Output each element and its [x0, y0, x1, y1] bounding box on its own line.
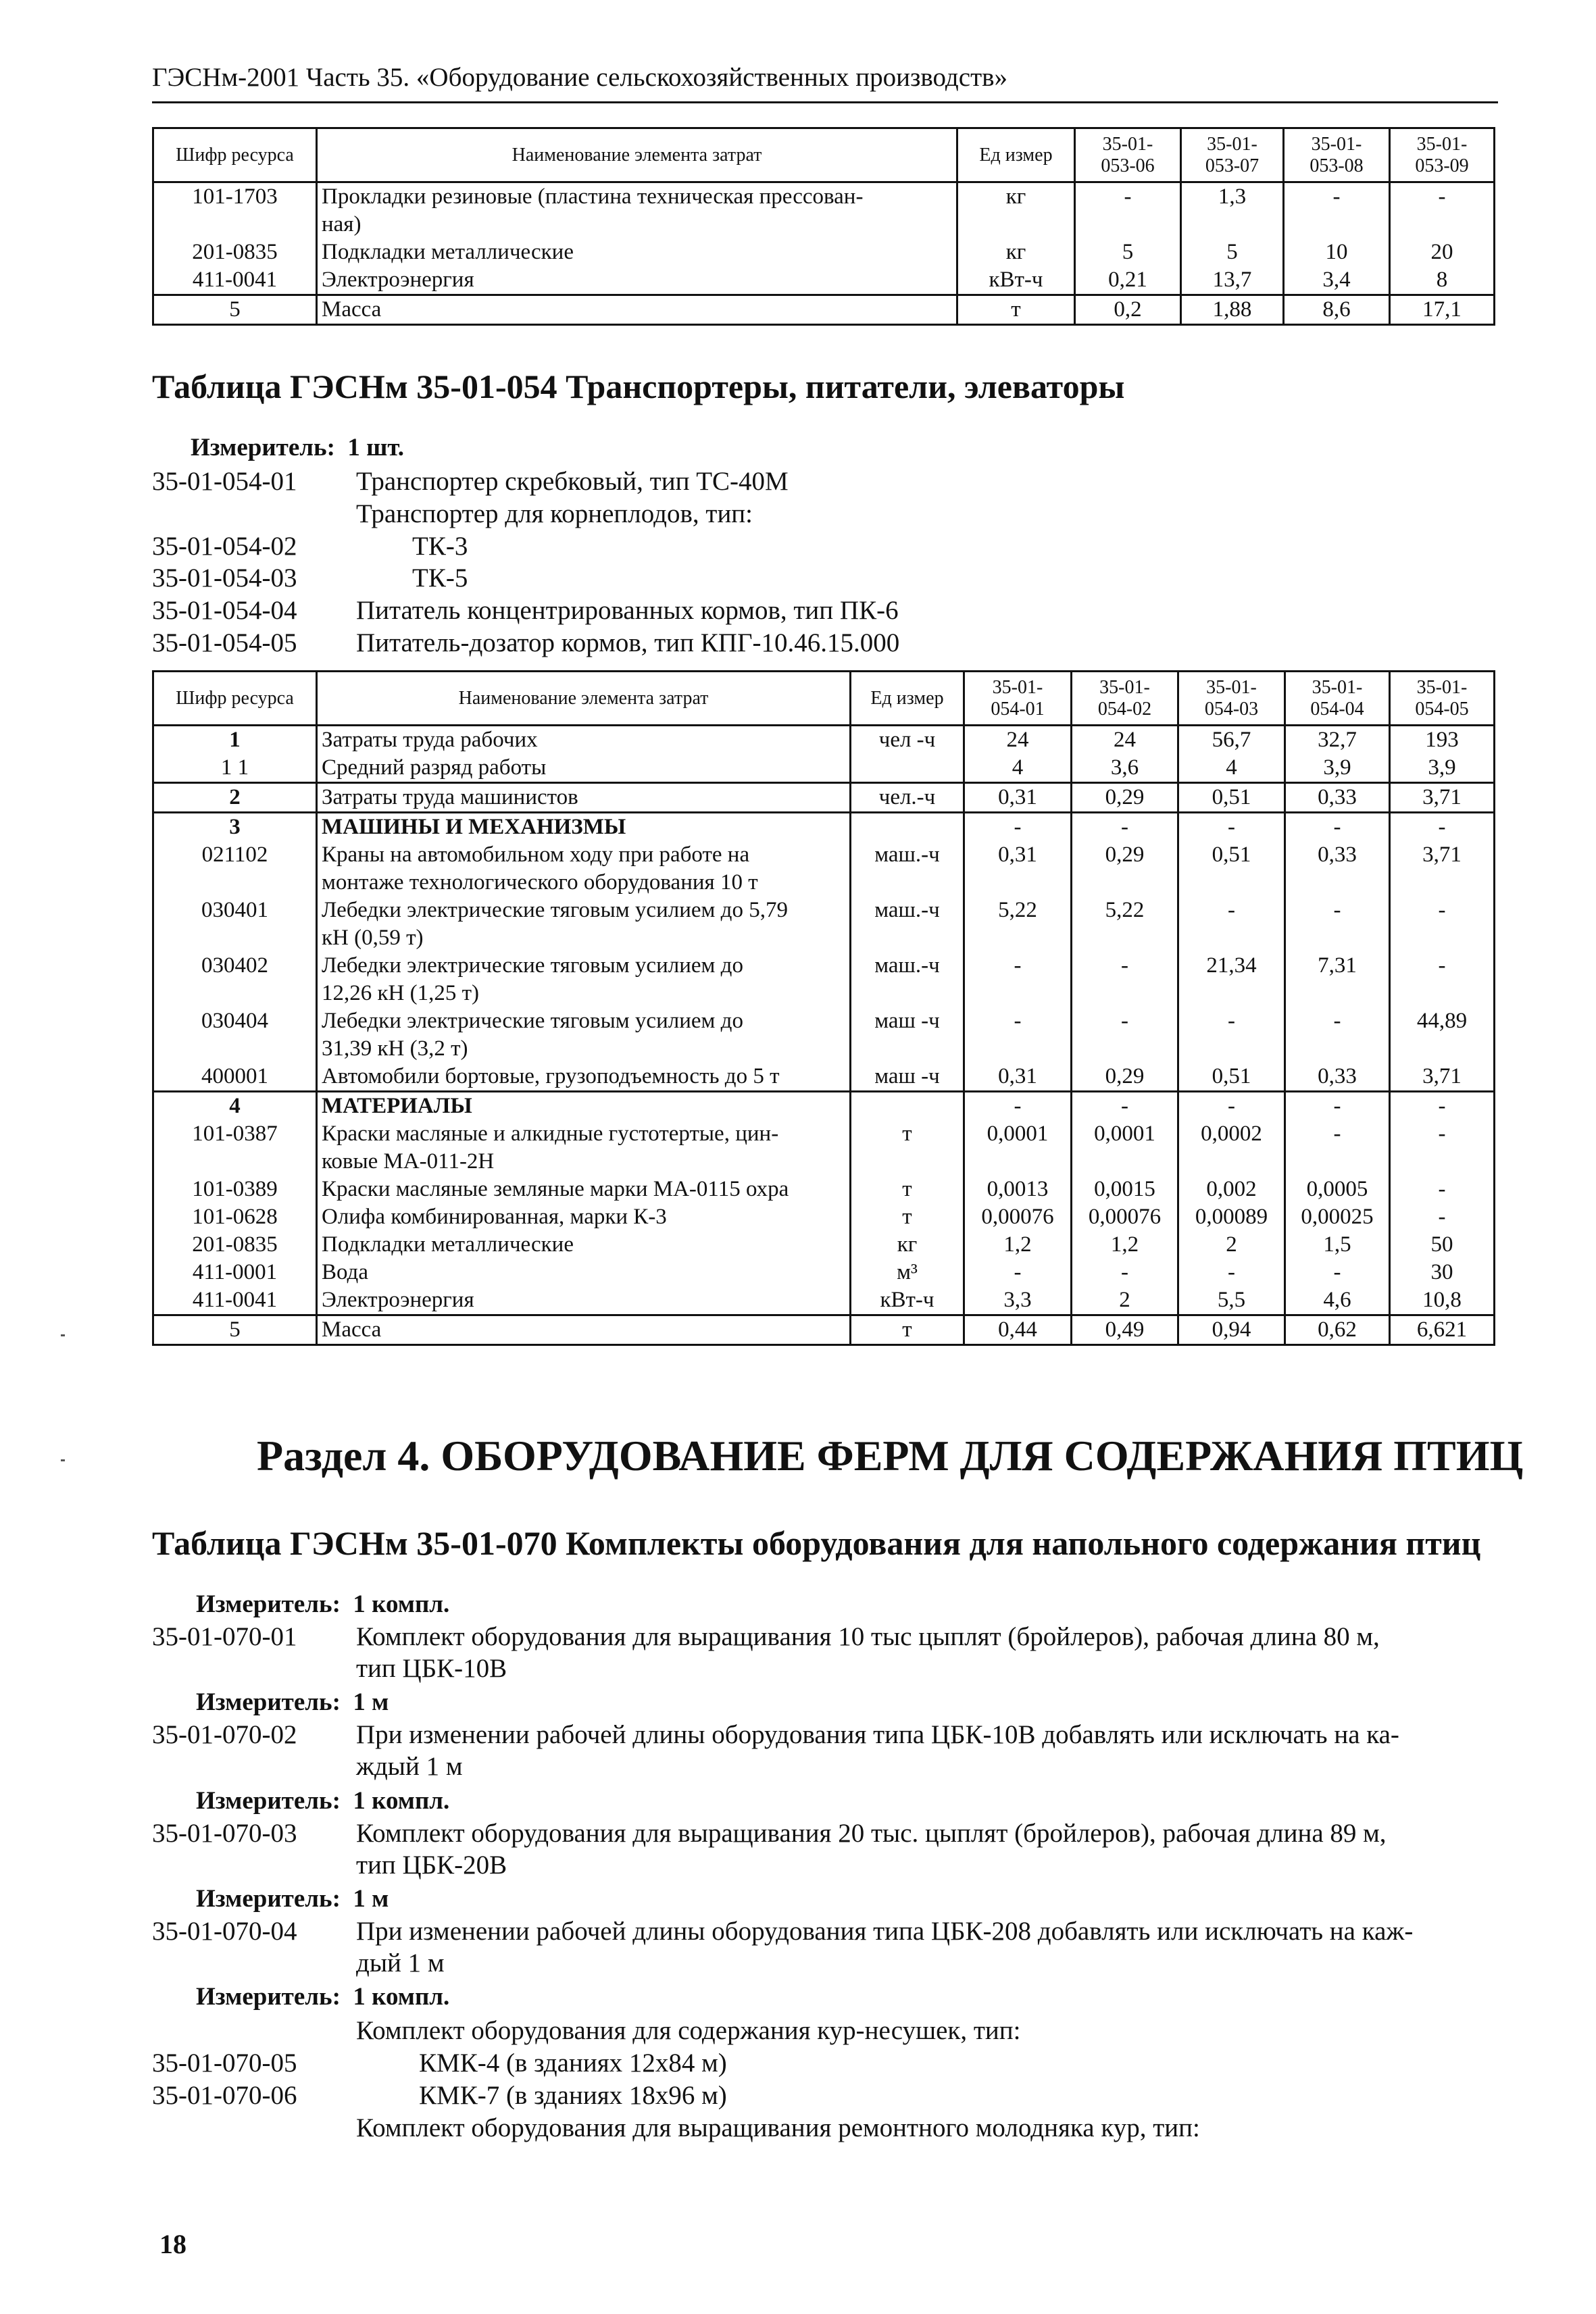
unit: маш.-ч	[851, 952, 964, 1007]
value-cell: 50	[1390, 1231, 1495, 1259]
meter-value: 1 компл.	[353, 1787, 450, 1815]
value-cell: -	[1072, 813, 1178, 842]
table-row	[153, 1259, 1495, 1286]
meter-label: Измеритель:	[196, 1983, 341, 2011]
resource-name: Лебедки электрические тяговым усилием до 5,79 кН (0,59 т)	[317, 897, 851, 952]
resource-code: 101-0389	[153, 1176, 317, 1203]
resource-code: 030402	[153, 952, 317, 1007]
unit	[851, 813, 964, 842]
value-cell: 0,0002	[1178, 1120, 1285, 1176]
value-cell: 0,31	[964, 1063, 1072, 1092]
resource-name: МАТЕРИАЛЫ	[317, 1092, 851, 1121]
header-cell: 35-01- 054-04	[1285, 672, 1390, 726]
value-cell: -	[1285, 1120, 1390, 1176]
resource-code: 35-01-054-03	[152, 563, 297, 593]
value-cell: -	[1178, 1092, 1285, 1121]
header-cell: Ед измер	[957, 128, 1075, 182]
meter	[196, 1884, 389, 1913]
value-cell: 0,31	[964, 841, 1072, 897]
value-cell: -	[1075, 182, 1181, 239]
unit: м³	[851, 1259, 964, 1286]
resource-name: Подкладки металлические	[317, 1231, 851, 1259]
value-cell: 5	[1181, 238, 1284, 266]
table-row	[153, 897, 1495, 952]
resource-code: 35-01-070-06	[152, 2081, 297, 2110]
value-cell: 1,2	[964, 1231, 1072, 1259]
value-cell: 8,6	[1284, 295, 1390, 325]
value-cell: -	[1178, 813, 1285, 842]
unit: кг	[957, 238, 1075, 266]
value-cell: 10	[1284, 238, 1390, 266]
table-row	[153, 783, 1495, 813]
value-cell: 0,62	[1285, 1315, 1390, 1345]
table-row	[153, 1007, 1495, 1063]
value-cell: 17,1	[1390, 295, 1495, 325]
resource-code: 35-01-070-01	[152, 1622, 297, 1651]
value-cell: 0,0013	[964, 1176, 1072, 1203]
resource-name: Прокладки резиновые (пластина техническая прессован- ная)	[317, 182, 957, 239]
resource-description: ТК-3	[412, 532, 468, 561]
value-cell: 24	[964, 726, 1072, 755]
header-cell: Шифр ресурса	[153, 128, 317, 182]
meter-value: 1 м	[353, 1688, 389, 1716]
value-cell: 0,00076	[964, 1203, 1072, 1231]
value-cell: -	[1390, 813, 1495, 842]
table-row	[153, 952, 1495, 1007]
resource-description: При изменении рабочей длины оборудования типа ЦБК-10В добавлять или исключать на ка-	[356, 1720, 1399, 1749]
value-cell: 0,002	[1178, 1176, 1285, 1203]
resource-code: 201-0835	[153, 1231, 317, 1259]
value-cell: 0,49	[1072, 1315, 1178, 1345]
resource-description-continued: тип ЦБК-20В	[356, 1851, 507, 1880]
resource-description: ТК-5	[412, 563, 468, 593]
value-cell: -	[1390, 1092, 1495, 1121]
table-070-title: Таблица ГЭСНм 35-01-070 Комплекты оборудования для напольного содержания птиц	[152, 1524, 1481, 1562]
resource-code: 1 1	[153, 754, 317, 783]
resource-description: Комплект оборудования для выращивания 10 тыс цыплят (бройлеров), рабочая длина 80 м,	[356, 1622, 1380, 1651]
value-cell: 21,34	[1178, 952, 1285, 1007]
running-header: ГЭСНм-2001 Часть 35. «Оборудование сельскохозяйственных производств»	[152, 63, 1008, 92]
unit: чел.-ч	[851, 783, 964, 813]
value-cell: 3,9	[1285, 754, 1390, 783]
resource-name: Затраты труда машинистов	[317, 783, 851, 813]
meter	[196, 1786, 449, 1815]
resource-code: 35-01-070-02	[152, 1720, 297, 1749]
meter-054	[191, 433, 404, 462]
resource-code: 101-0628	[153, 1203, 317, 1231]
unit: маш.-ч	[851, 841, 964, 897]
value-cell: 0,00025	[1285, 1203, 1390, 1231]
table-053-continuation	[152, 127, 1495, 326]
table-054-title: Таблица ГЭСНм 35-01-054 Транспортеры, питатели, элеваторы	[152, 368, 1125, 405]
unit: маш.-ч	[851, 897, 964, 952]
table-054	[152, 670, 1495, 1346]
page-number: 18	[159, 2229, 186, 2259]
value-cell: 0,44	[964, 1315, 1072, 1345]
table-row	[153, 266, 1495, 295]
value-cell: 8	[1390, 266, 1495, 295]
value-cell: 2	[1178, 1231, 1285, 1259]
resource-code: 2	[153, 783, 317, 813]
value-cell: 1,2	[1072, 1231, 1178, 1259]
unit: т	[851, 1203, 964, 1231]
resource-code: 35-01-054-02	[152, 532, 297, 561]
group-heading: Комплект оборудования для выращивания ремонтного молодняка кур, тип:	[356, 2113, 1200, 2142]
resource-code: 021102	[153, 841, 317, 897]
resource-description: Питатель концентрированных кормов, тип ПК-6	[356, 596, 899, 625]
value-cell: -	[964, 1259, 1072, 1286]
unit: кг	[851, 1231, 964, 1259]
value-cell: -	[964, 1092, 1072, 1121]
value-cell: 56,7	[1178, 726, 1285, 755]
value-cell: -	[1390, 1176, 1495, 1203]
table-row	[153, 726, 1495, 755]
unit: чел -ч	[851, 726, 964, 755]
table-row	[153, 1120, 1495, 1176]
value-cell: 0,31	[964, 783, 1072, 813]
unit: маш -ч	[851, 1063, 964, 1092]
value-cell: -	[1072, 1092, 1178, 1121]
table-row	[153, 238, 1495, 266]
table-row	[153, 295, 1495, 325]
meter-label: Измеритель:	[196, 1885, 341, 1913]
header-cell: Наименование элемента затрат	[317, 128, 957, 182]
value-cell: 13,7	[1181, 266, 1284, 295]
table-row	[153, 1063, 1495, 1092]
value-cell: -	[1390, 952, 1495, 1007]
resource-description-continued: ждый 1 м	[356, 1752, 463, 1781]
resource-code: 5	[153, 1315, 317, 1345]
resource-description: Питатель-дозатор кормов, тип КПГ-10.46.15.000	[356, 628, 900, 657]
resource-description: КМК-4 (в зданиях 12х84 м)	[419, 2048, 727, 2078]
value-cell: 5,22	[1072, 897, 1178, 952]
resource-code: 35-01-054-01	[152, 467, 297, 496]
value-cell: 30	[1390, 1259, 1495, 1286]
value-cell: 20	[1390, 238, 1495, 266]
table-header-row	[153, 672, 1495, 726]
value-cell: -	[1284, 182, 1390, 239]
value-cell: 0,2	[1075, 295, 1181, 325]
value-cell: -	[964, 813, 1072, 842]
unit	[851, 1092, 964, 1121]
section-row	[153, 813, 1495, 842]
value-cell: 10,8	[1390, 1286, 1495, 1315]
table-row	[153, 1315, 1495, 1345]
value-cell: -	[1285, 813, 1390, 842]
resource-description: Транспортер для корнеплодов, тип:	[356, 499, 753, 528]
value-cell: 193	[1390, 726, 1495, 755]
resource-code: 400001	[153, 1063, 317, 1092]
resource-name: Затраты труда рабочих	[317, 726, 851, 755]
value-cell: 5	[1075, 238, 1181, 266]
resource-name: Вода	[317, 1259, 851, 1286]
resource-name: Средний разряд работы	[317, 754, 851, 783]
value-cell: 1,88	[1181, 295, 1284, 325]
resource-name: Масса	[317, 295, 957, 325]
resource-code: 101-1703	[153, 182, 317, 239]
unit: т	[851, 1120, 964, 1176]
value-cell: -	[1285, 897, 1390, 952]
value-cell: 0,29	[1072, 1063, 1178, 1092]
unit	[851, 754, 964, 783]
resource-code: 5	[153, 295, 317, 325]
value-cell: 2	[1072, 1286, 1178, 1315]
value-cell: 0,21	[1075, 266, 1181, 295]
value-cell: -	[1178, 1007, 1285, 1063]
header-cell: 35-01- 054-05	[1390, 672, 1495, 726]
header-cell: 35-01- 053-09	[1390, 128, 1495, 182]
resource-code: 030401	[153, 897, 317, 952]
resource-name: Масса	[317, 1315, 851, 1345]
value-cell: 24	[1072, 726, 1178, 755]
header-cell: 35-01- 054-01	[964, 672, 1072, 726]
table-row	[153, 1286, 1495, 1315]
value-cell: 32,7	[1285, 726, 1390, 755]
resource-name: Краны на автомобильном ходу при работе на монтаже технологического оборудования 10 т	[317, 841, 851, 897]
value-cell: -	[1072, 952, 1178, 1007]
value-cell: 3,71	[1390, 783, 1495, 813]
value-cell: 3,71	[1390, 1063, 1495, 1092]
table-header-row	[153, 128, 1495, 182]
header-cell: 35-01- 053-08	[1284, 128, 1390, 182]
table-row	[153, 182, 1495, 239]
table-row	[153, 1176, 1495, 1203]
resource-code: 35-01-070-05	[152, 2048, 297, 2078]
scan-speck	[61, 1459, 65, 1461]
value-cell: -	[1285, 1259, 1390, 1286]
value-cell: 44,89	[1390, 1007, 1495, 1063]
value-cell: 0,00076	[1072, 1203, 1178, 1231]
section-row	[153, 1092, 1495, 1121]
unit: т	[851, 1315, 964, 1345]
meter-label: Измеритель:	[191, 434, 335, 461]
unit: кВт-ч	[851, 1286, 964, 1315]
resource-name: Электроэнергия	[317, 1286, 851, 1315]
resource-description: Транспортер скребковый, тип ТС-40М	[356, 467, 789, 496]
value-cell: 0,33	[1285, 1063, 1390, 1092]
value-cell: -	[1390, 1120, 1495, 1176]
resource-name: Подкладки металлические	[317, 238, 957, 266]
value-cell: 0,0015	[1072, 1176, 1178, 1203]
resource-name: Электроэнергия	[317, 266, 957, 295]
resource-code: 030404	[153, 1007, 317, 1063]
resource-code: 411-0041	[153, 266, 317, 295]
header-cell: Ед измер	[851, 672, 964, 726]
value-cell: -	[1072, 1007, 1178, 1063]
value-cell: 0,0005	[1285, 1176, 1390, 1203]
value-cell: -	[1178, 1259, 1285, 1286]
value-cell: -	[964, 1007, 1072, 1063]
value-cell: 6,621	[1390, 1315, 1495, 1345]
value-cell: 4,6	[1285, 1286, 1390, 1315]
resource-name: Краски масляные и алкидные густотертые, цин- ковые МА-011-2Н	[317, 1120, 851, 1176]
resource-description-continued: дый 1 м	[356, 1948, 445, 1978]
resource-name: МАШИНЫ И МЕХАНИЗМЫ	[317, 813, 851, 842]
header-rule	[152, 101, 1498, 103]
meter-label: Измеритель:	[196, 1688, 341, 1716]
unit: кг	[957, 182, 1075, 239]
value-cell: -	[964, 952, 1072, 1007]
header-cell: 35-01- 053-07	[1181, 128, 1284, 182]
scan-speck	[61, 1334, 65, 1336]
resource-code: 411-0041	[153, 1286, 317, 1315]
resource-description: КМК-7 (в зданиях 18х96 м)	[419, 2081, 727, 2110]
header-cell: Наименование элемента затрат	[317, 672, 851, 726]
resource-code: 201-0835	[153, 238, 317, 266]
resource-code: 35-01-054-05	[152, 628, 297, 657]
meter	[196, 1590, 449, 1619]
header-cell: 35-01- 054-02	[1072, 672, 1178, 726]
unit: маш -ч	[851, 1007, 964, 1063]
resource-code: 35-01-054-04	[152, 596, 297, 625]
value-cell: -	[1285, 1092, 1390, 1121]
value-cell: 0,51	[1178, 783, 1285, 813]
unit: т	[957, 295, 1075, 325]
value-cell: -	[1390, 182, 1495, 239]
value-cell: 7,31	[1285, 952, 1390, 1007]
value-cell: 0,29	[1072, 841, 1178, 897]
resource-name: Олифа комбинированная, марки К-3	[317, 1203, 851, 1231]
resource-code: 411-0001	[153, 1259, 317, 1286]
resource-code: 1	[153, 726, 317, 755]
value-cell: 3,6	[1072, 754, 1178, 783]
resource-name: Автомобили бортовые, грузоподъемность до 5 т	[317, 1063, 851, 1092]
value-cell: 0,0001	[964, 1120, 1072, 1176]
resource-code: 35-01-070-04	[152, 1917, 297, 1946]
table-row	[153, 841, 1495, 897]
value-cell: 1,3	[1181, 182, 1284, 239]
meter-value: 1 компл.	[353, 1983, 450, 2011]
resource-code: 35-01-070-03	[152, 1819, 297, 1848]
meter-value: 1 шт.	[347, 434, 405, 461]
value-cell: 0,33	[1285, 783, 1390, 813]
value-cell: 3,3	[964, 1286, 1072, 1315]
table-row	[153, 754, 1495, 783]
section-title: Раздел 4. ОБОРУДОВАНИЕ ФЕРМ ДЛЯ СОДЕРЖАНИЯ ПТИЦ	[257, 1432, 1524, 1480]
value-cell: 1,5	[1285, 1231, 1390, 1259]
value-cell: 0,51	[1178, 1063, 1285, 1092]
resource-code: 3	[153, 813, 317, 842]
resource-description: При изменении рабочей длины оборудования типа ЦБК-208 добавлять или исключать на каж-	[356, 1917, 1414, 1946]
value-cell: -	[1072, 1259, 1178, 1286]
meter	[196, 1688, 389, 1717]
resource-name: Краски масляные земляные марки МА-0115 охра	[317, 1176, 851, 1203]
header-cell: 35-01- 054-03	[1178, 672, 1285, 726]
value-cell: 3,71	[1390, 841, 1495, 897]
value-cell: 0,51	[1178, 841, 1285, 897]
resource-code: 4	[153, 1092, 317, 1121]
table-row	[153, 1203, 1495, 1231]
value-cell: -	[1285, 1007, 1390, 1063]
value-cell: -	[1390, 897, 1495, 952]
value-cell: 4	[964, 754, 1072, 783]
resource-description-continued: тип ЦБК-10В	[356, 1654, 507, 1683]
resource-name: Лебедки электрические тяговым усилием до 31,39 кН (3,2 т)	[317, 1007, 851, 1063]
unit: т	[851, 1176, 964, 1203]
meter-value: 1 м	[353, 1885, 389, 1913]
value-cell: 4	[1178, 754, 1285, 783]
group-heading: Комплект оборудования для содержания кур-несушек, тип:	[356, 2016, 1021, 2045]
value-cell: 3,4	[1284, 266, 1390, 295]
value-cell: 5,22	[964, 897, 1072, 952]
resource-description: Комплект оборудования для выращивания 20 тыс. цыплят (бройлеров), рабочая длина 89 м,	[356, 1819, 1387, 1848]
table-row	[153, 1231, 1495, 1259]
meter-value: 1 компл.	[353, 1590, 450, 1618]
value-cell: -	[1178, 897, 1285, 952]
meter	[196, 1982, 449, 2011]
value-cell: 0,94	[1178, 1315, 1285, 1345]
value-cell: 0,29	[1072, 783, 1178, 813]
value-cell: 5,5	[1178, 1286, 1285, 1315]
value-cell: 0,0001	[1072, 1120, 1178, 1176]
value-cell: -	[1390, 1203, 1495, 1231]
value-cell: 0,00089	[1178, 1203, 1285, 1231]
value-cell: 0,33	[1285, 841, 1390, 897]
resource-code: 101-0387	[153, 1120, 317, 1176]
meter-label: Измеритель:	[196, 1787, 341, 1815]
value-cell: 3,9	[1390, 754, 1495, 783]
meter-label: Измеритель:	[196, 1590, 341, 1618]
header-cell: 35-01- 053-06	[1075, 128, 1181, 182]
unit: кВт-ч	[957, 266, 1075, 295]
resource-name: Лебедки электрические тяговым усилием до 12,26 кН (1,25 т)	[317, 952, 851, 1007]
header-cell: Шифр ресурса	[153, 672, 317, 726]
